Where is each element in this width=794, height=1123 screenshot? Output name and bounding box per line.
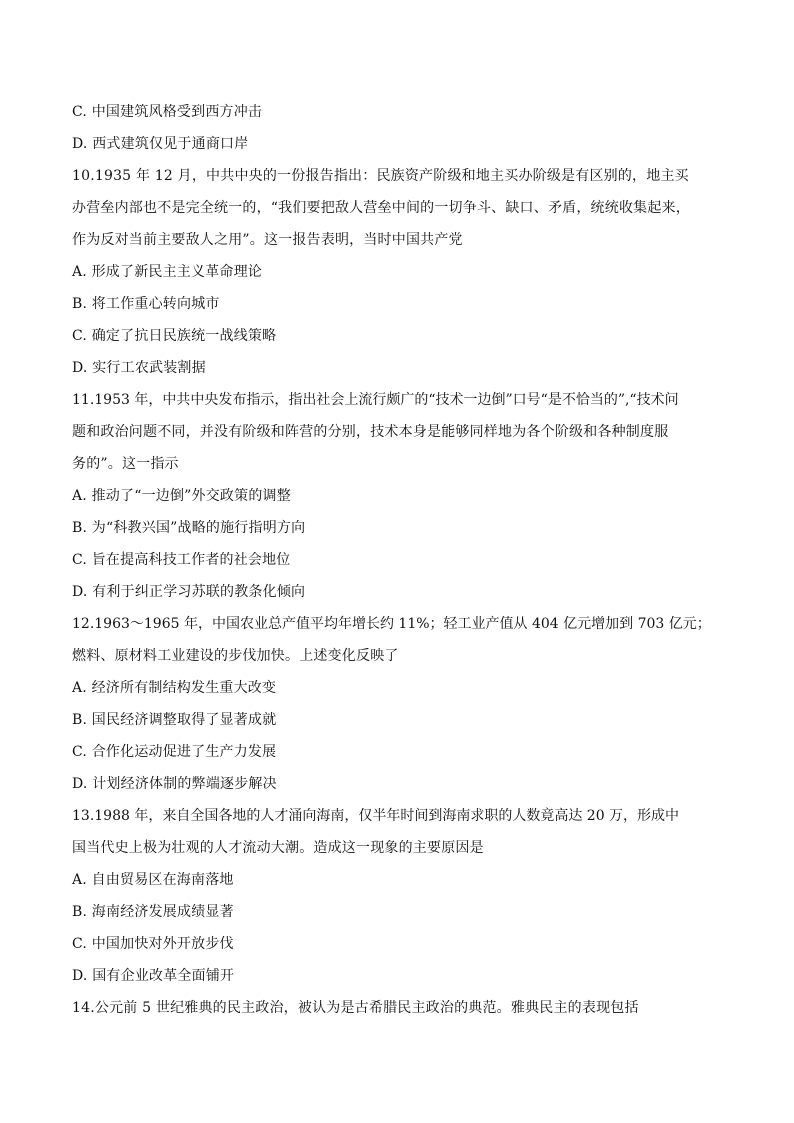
- q12-option-b: B. 国民经济调整取得了显著成就: [72, 712, 277, 728]
- q11-stem-line-1: 11.1953 年，中共中央发布指示，指出社会上流行颇广的“技术一边倒”口号“是不恰当的”,“技术问: [72, 392, 679, 408]
- q14-stem-line-1: 14.公元前 5 世纪雅典的民主政治，被认为是古希腊民主政治的典范。雅典民主的表现包括: [72, 1000, 639, 1016]
- q10-stem-line-2: 办营垒内部也不是完全统一的，“我们要把敌人营垒中间的一切争斗、缺口、矛盾，统统收集起来，: [72, 200, 690, 216]
- q12-option-a: A. 经济所有制结构发生重大改变: [72, 680, 277, 696]
- q9-option-d: D. 西式建筑仅见于通商口岸: [72, 136, 249, 152]
- q10-option-b: B. 将工作重心转向城市: [72, 296, 220, 312]
- q10-option-a: A. 形成了新民主主义革命理论: [72, 264, 263, 280]
- q13-option-c: C. 中国加快对外开放步伐: [72, 936, 234, 952]
- q13-option-b: B. 海南经济发展成绩显著: [72, 904, 234, 920]
- q12-stem-line-2: 燃料、原材料工业建设的步伐加快。上述变化反映了: [72, 648, 399, 664]
- q11-option-a: A. 推动了“一边倒”外交政策的调整: [72, 488, 291, 504]
- q12-option-c: C. 合作化运动促进了生产力发展: [72, 744, 277, 760]
- q11-stem-line-3: 务的”。这一指示: [72, 456, 179, 472]
- q13-option-a: A. 自由贸易区在海南落地: [72, 872, 234, 888]
- q13-stem-line-2: 国当代史上极为壮观的人才流动大潮。造成这一现象的主要原因是: [72, 840, 484, 856]
- q13-stem-line-1: 13.1988 年，来自全国各地的人才涌向海南，仅半年时间到海南求职的人数竟高达 20 万，形成中: [72, 808, 680, 824]
- q10-stem-line-3: 作为反对当前主要敌人之用”。这一报告表明，当时中国共产党: [72, 232, 463, 248]
- q11-option-b: B. 为“科教兴国”战略的施行指明方向: [72, 520, 306, 536]
- q10-option-c: C. 确定了抗日民族统一战线策略: [72, 328, 277, 344]
- q10-stem-line-1: 10.1935 年 12 月，中共中央的一份报告指出：民族资产阶级和地主买办阶级是有区别的，地主买: [72, 168, 689, 184]
- q12-stem-line-1: 12.1963～1965 年，中国农业总产值平均年增长约 11%；轻工业产值从 404 亿元增加到 703 亿元；: [72, 616, 711, 632]
- q11-stem-line-2: 题和政治问题不同，并没有阶级和阵营的分别，技术本身是能够同样地为各个阶级和各种制度服: [72, 424, 669, 440]
- q11-option-d: D. 有利于纠正学习苏联的教条化倾向: [72, 584, 306, 600]
- q12-option-d: D. 计划经济体制的弊端逐步解决: [72, 776, 277, 792]
- q11-option-c: C. 旨在提高科技工作者的社会地位: [72, 552, 291, 568]
- q10-option-d: D. 实行工农武装割据: [72, 360, 206, 376]
- q9-option-c: C. 中国建筑风格受到西方冲击: [72, 104, 263, 120]
- q13-option-d: D. 国有企业改革全面铺开: [72, 968, 235, 984]
